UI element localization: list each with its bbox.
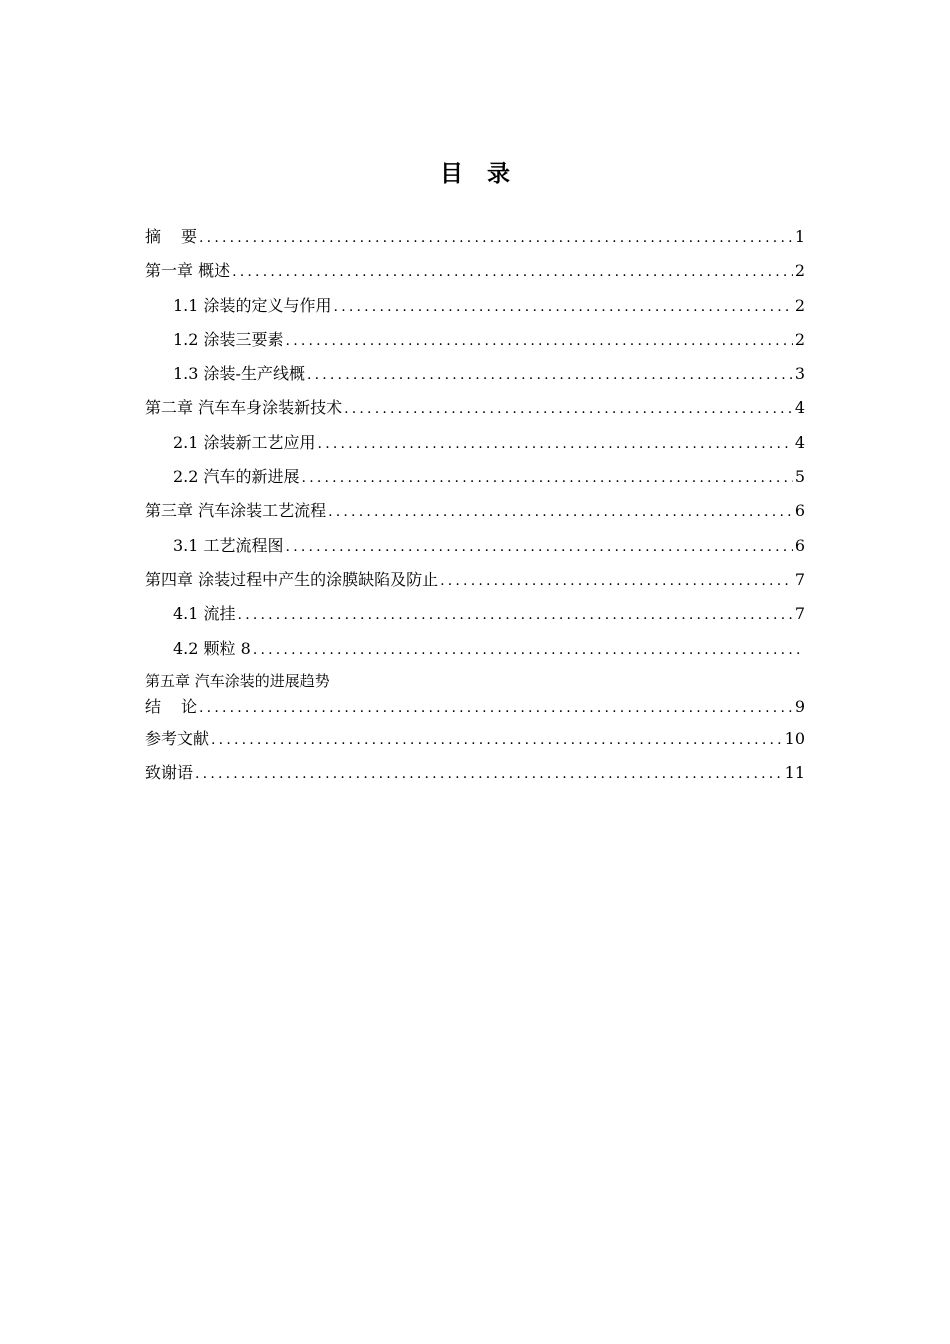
- table-of-contents: [145, 220, 805, 790]
- dot-leader: [211, 723, 783, 757]
- dot-leader: [286, 324, 793, 358]
- toc-page-number: 11: [784, 763, 805, 783]
- toc-entry-label: 2.2 汽车的新进展: [173, 467, 300, 487]
- dot-leader: [232, 255, 793, 289]
- toc-entry-3-1[interactable]: [145, 529, 805, 563]
- toc-page-number: 2: [794, 261, 805, 281]
- toc-entry-chapter-2[interactable]: [145, 391, 805, 425]
- dot-leader: [195, 757, 783, 791]
- toc-page-number: 10: [784, 728, 805, 748]
- toc-entry-chapter-4[interactable]: [145, 563, 805, 597]
- toc-entry-4-2[interactable]: [145, 632, 805, 666]
- toc-entry-abstract[interactable]: [145, 220, 805, 254]
- dot-leader: [253, 633, 803, 667]
- toc-entry-chapter-5[interactable]: [145, 670, 805, 692]
- toc-entry-label: 第五章 汽车涂装的进展趋势: [145, 671, 330, 690]
- dot-leader: [328, 495, 793, 529]
- dot-leader: [238, 598, 793, 632]
- toc-page-number: 6: [794, 501, 805, 521]
- dot-leader: [286, 530, 793, 564]
- toc-page-number: 2: [794, 329, 805, 349]
- dot-leader: [334, 290, 793, 324]
- toc-entry-label: 结 论: [145, 696, 198, 716]
- dot-leader: [199, 693, 793, 723]
- dot-leader: [440, 564, 793, 598]
- toc-entry-label: 第一章 概述: [145, 261, 231, 281]
- dot-leader: [344, 392, 793, 426]
- toc-entry-label: 参考文献: [145, 728, 210, 748]
- toc-entry-chapter-1[interactable]: [145, 254, 805, 288]
- toc-entry-label: 第二章 汽车车身涂装新技术: [145, 398, 343, 418]
- toc-entry-conclusion[interactable]: [145, 692, 805, 722]
- toc-entry-label: 第四章 涂装过程中产生的涂膜缺陷及防止: [145, 569, 439, 589]
- toc-entry-2-2[interactable]: [145, 460, 805, 494]
- toc-entry-label: 摘 要: [145, 227, 198, 246]
- toc-page-number: 3: [794, 364, 805, 384]
- toc-page-number: 9: [794, 696, 805, 716]
- toc-entry-label: 2.1 涂装新工艺应用: [173, 432, 316, 452]
- toc-entry-label: 4.2 颗粒 8: [173, 638, 251, 658]
- toc-entry-label: 4.1 流挂: [173, 604, 236, 624]
- toc-page-number: 7: [794, 569, 805, 589]
- toc-entry-1-2[interactable]: [145, 323, 805, 357]
- toc-page-number: 1: [794, 227, 805, 246]
- dot-leader: [318, 427, 793, 461]
- toc-page-number: 2: [794, 295, 805, 315]
- toc-entry-acknowledgements[interactable]: [145, 756, 805, 790]
- toc-entry-2-1[interactable]: [145, 426, 805, 460]
- toc-entry-references[interactable]: [145, 722, 805, 756]
- title-char-2: 录: [487, 161, 510, 187]
- toc-entry-1-3[interactable]: [145, 357, 805, 391]
- toc-entry-label: 1.1 涂装的定义与作用: [173, 295, 332, 315]
- toc-entry-label: 3.1 工艺流程图: [173, 535, 284, 555]
- toc-entry-4-1[interactable]: [145, 597, 805, 631]
- page-title: [0, 156, 950, 192]
- toc-entry-label: 第三章 汽车涂装工艺流程: [145, 501, 327, 521]
- toc-entry-label: 1.2 涂装三要素: [173, 329, 284, 349]
- toc-page-number: 4: [794, 432, 805, 452]
- toc-entry-chapter-3[interactable]: [145, 494, 805, 528]
- toc-page-number: 4: [794, 398, 805, 418]
- toc-page-number: 6: [794, 535, 805, 555]
- toc-page-number: 7: [794, 604, 805, 624]
- toc-entry-1-1[interactable]: [145, 289, 805, 323]
- toc-entry-label: 致谢语: [145, 763, 194, 783]
- dot-leader: [302, 461, 793, 495]
- dot-leader: [199, 221, 793, 255]
- title-char-1: 目: [440, 161, 463, 187]
- dot-leader: [307, 358, 793, 392]
- toc-page-number: 5: [794, 467, 805, 487]
- toc-entry-label: 1.3 涂装-生产线概: [173, 364, 305, 384]
